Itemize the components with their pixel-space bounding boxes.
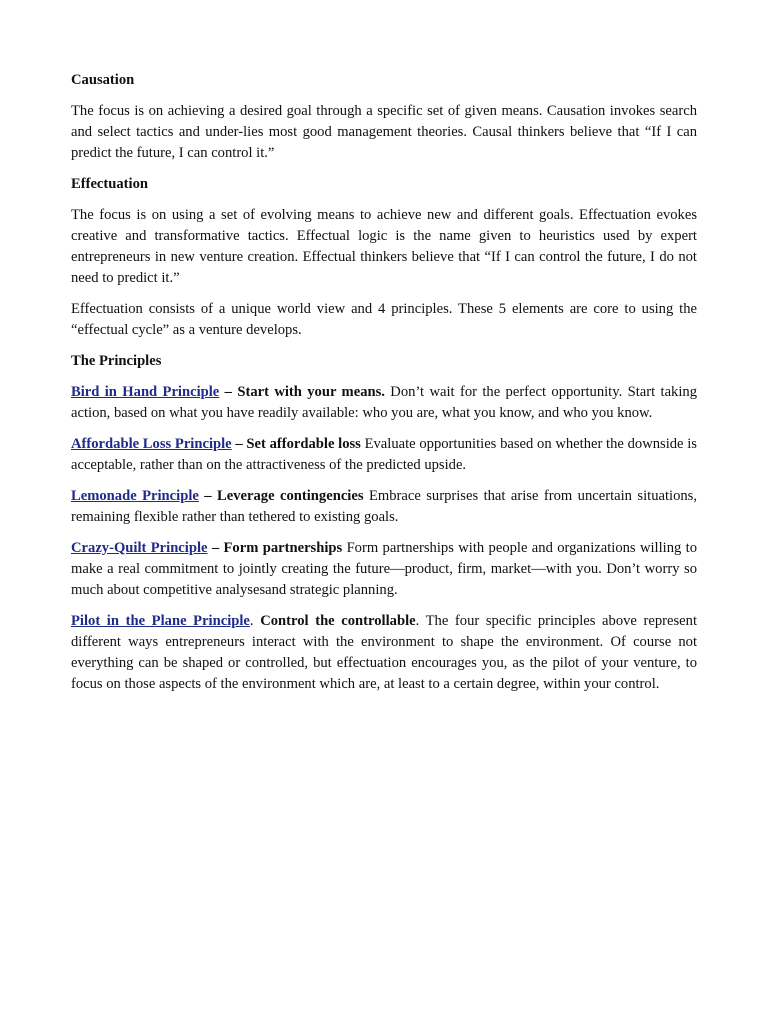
pilot-in-plane-link[interactable]: Pilot in the Plane Principle xyxy=(71,613,250,629)
principle-pilot-in-plane xyxy=(71,611,697,695)
principle-title: Start with your means. xyxy=(237,384,385,400)
causation-heading: Causation xyxy=(71,72,135,88)
principle-bird-in-hand xyxy=(71,382,697,424)
effectuation-heading: Effectuation xyxy=(71,176,149,192)
crazy-quilt-link[interactable]: Crazy-Quilt Principle xyxy=(71,540,208,556)
bird-in-hand-link[interactable]: Bird in Hand Principle xyxy=(71,384,220,400)
principle-text: . The four specific principles above represent different ways entrepreneurs interact with the environment to shape the environment. Of course not everything can be shaped or controlled, but effectuation encourages you, as the pilot of your venture, to focus on those aspects of the environment which are, at least to a certain degree, within your control. xyxy=(71,613,698,692)
principle-separator: – xyxy=(231,436,247,452)
principle-text: Embrace surprises that arise from uncertain situations, remaining flexible rather than tethered to existing goals. xyxy=(71,488,697,525)
lemonade-link[interactable]: Lemonade Principle xyxy=(71,488,199,504)
principle-title: Leverage contingencies xyxy=(217,488,364,504)
principle-text: Don’t wait for the perfect opportunity. Start taking action, based on what you have readily available: who you are, what you know, and who you know. xyxy=(71,384,697,421)
principle-affordable-loss xyxy=(71,434,697,476)
principle-separator: – xyxy=(207,540,224,556)
principle-text: Form partnerships with people and organizations willing to make a real commitment to jointly creating the future—product, firm, market—with you. Don’t worry so much about competitive analysesand strategic planning. xyxy=(71,540,698,598)
principle-separator: – xyxy=(198,488,218,504)
principle-text: Evaluate opportunities based on whether the downside is acceptable, rather than on the attractiveness of the predicted upside. xyxy=(71,436,697,473)
principle-separator: . xyxy=(249,613,261,629)
document-page xyxy=(71,70,697,705)
principle-title: Set affordable loss xyxy=(246,436,361,452)
effectuation-elements-paragraph: Effectuation consists of a unique world view and 4 principles. These 5 elements are core to using the “effectual cycle” as a venture develops. xyxy=(71,301,697,338)
principle-separator: – xyxy=(219,384,238,400)
principle-title: Control the controllable xyxy=(260,613,416,629)
principles-heading: The Principles xyxy=(71,353,162,369)
causation-paragraph: The focus is on achieving a desired goal through a specific set of given means. Causation invokes search and select tactics and under-lies most good management theories. Causal thinkers believe that “If I can predict the future, I can control it.” xyxy=(71,103,697,161)
principle-lemonade xyxy=(71,486,697,528)
principle-title: Form partnerships xyxy=(223,540,343,556)
affordable-loss-link[interactable]: Affordable Loss Principle xyxy=(71,436,232,452)
effectuation-paragraph: The focus is on using a set of evolving means to achieve new and different goals. Effectuation evokes creative and transformative tactics. Effectual logic is the name given to heuristics used by expert entrepreneurs in new venture creation. Effectual thinkers believe that “If I can control the future, I do not need to predict it.” xyxy=(71,207,697,286)
principle-crazy-quilt xyxy=(71,538,697,601)
